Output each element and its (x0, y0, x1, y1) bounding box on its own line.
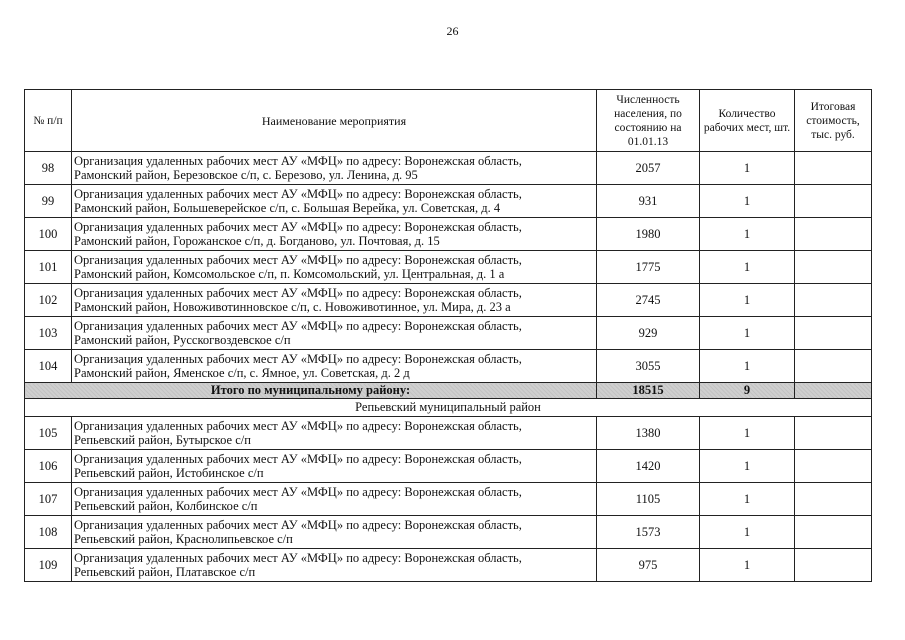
row-workplaces: 1 (700, 417, 795, 450)
row-number: 103 (25, 317, 72, 350)
row-description-line: Рамонский район, Березовское с/п, с. Березово, ул. Ленина, д. 95 (74, 168, 418, 182)
table-row (25, 185, 872, 218)
row-number: 108 (25, 516, 72, 549)
row-workplaces: 1 (700, 317, 795, 350)
row-population: 1775 (597, 251, 700, 284)
row-description (72, 417, 597, 450)
row-description (72, 549, 597, 582)
row-description-line: Организация удаленных рабочих мест АУ «МФЦ» по адресу: Воронежская область, (74, 451, 522, 466)
header-population: Численность населения, по состоянию на 01.01.13 (597, 90, 700, 152)
row-description-line: Репьевский район, Колбинское с/п (74, 499, 258, 513)
row-description-line: Организация удаленных рабочих мест АУ «МФЦ» по адресу: Воронежская область, (74, 418, 522, 433)
table-row (25, 549, 872, 582)
row-number: 101 (25, 251, 72, 284)
total-label: Итого по муниципальному району: (25, 383, 597, 399)
row-description-line: Организация удаленных рабочих мест АУ «МФЦ» по адресу: Воронежская область, (74, 153, 522, 168)
row-description (72, 350, 597, 383)
total-cost (795, 383, 872, 399)
section-title: Репьевский муниципальный район (25, 399, 872, 417)
row-workplaces: 1 (700, 152, 795, 185)
row-cost (795, 450, 872, 483)
row-population: 1980 (597, 218, 700, 251)
row-population: 3055 (597, 350, 700, 383)
table-row (25, 284, 872, 317)
row-description (72, 516, 597, 549)
row-workplaces: 1 (700, 483, 795, 516)
row-description (72, 185, 597, 218)
page-number: 26 (446, 24, 459, 38)
table-row (25, 152, 872, 185)
row-cost (795, 284, 872, 317)
row-description-line: Рамонский район, Горожанское с/п, д. Богданово, ул. Почтовая, д. 15 (74, 234, 440, 248)
row-population: 931 (597, 185, 700, 218)
total-row (25, 383, 872, 399)
row-description-line: Репьевский район, Платавское с/п (74, 565, 256, 579)
row-workplaces: 1 (700, 549, 795, 582)
row-cost (795, 152, 872, 185)
row-description-line: Рамонский район, Большеверейское с/п, с. Большая Верейка, ул. Советская, д. 4 (74, 201, 501, 215)
row-cost (795, 516, 872, 549)
table-row (25, 350, 872, 383)
row-population: 1380 (597, 417, 700, 450)
row-description-line: Рамонский район, Новоживотинновское с/п, с. Новоживотинное, ул. Мира, д. 23 а (74, 300, 511, 314)
row-description (72, 317, 597, 350)
table-row (25, 218, 872, 251)
row-workplaces: 1 (700, 450, 795, 483)
table-row (25, 317, 872, 350)
row-number: 102 (25, 284, 72, 317)
table-header-row (25, 90, 872, 152)
row-workplaces: 1 (700, 251, 795, 284)
row-cost (795, 350, 872, 383)
row-population: 975 (597, 549, 700, 582)
row-workplaces: 1 (700, 516, 795, 549)
row-description (72, 483, 597, 516)
row-description (72, 284, 597, 317)
row-number: 99 (25, 185, 72, 218)
row-description-line: Организация удаленных рабочих мест АУ «МФЦ» по адресу: Воронежская область, (74, 285, 522, 300)
row-cost (795, 549, 872, 582)
row-cost (795, 185, 872, 218)
row-description-line: Организация удаленных рабочих мест АУ «МФЦ» по адресу: Воронежская область, (74, 219, 522, 234)
row-description (72, 152, 597, 185)
row-population: 1420 (597, 450, 700, 483)
row-description-line: Репьевский район, Бутырское с/п (74, 433, 251, 447)
row-population: 1105 (597, 483, 700, 516)
row-cost (795, 417, 872, 450)
row-description-line: Репьевский район, Краснолипьевское с/п (74, 532, 293, 546)
header-workplaces: Количество рабочих мест, шт. (700, 90, 795, 152)
total-population: 18515 (597, 383, 700, 399)
table-row (25, 483, 872, 516)
row-workplaces: 1 (700, 218, 795, 251)
row-cost (795, 251, 872, 284)
row-description-line: Рамонский район, Русскогвоздевское с/п (74, 333, 291, 347)
total-workplaces: 9 (700, 383, 795, 399)
row-description-line: Рамонский район, Яменское с/п, с. Ямное, ул. Советская, д. 2 д (74, 366, 410, 380)
row-number: 106 (25, 450, 72, 483)
row-description-line: Организация удаленных рабочих мест АУ «МФЦ» по адресу: Воронежская область, (74, 517, 522, 532)
header-number: № п/п (25, 90, 72, 152)
row-number: 107 (25, 483, 72, 516)
table-row (25, 516, 872, 549)
row-workplaces: 1 (700, 284, 795, 317)
measures-table (24, 89, 872, 582)
table-row (25, 417, 872, 450)
row-description-line: Организация удаленных рабочих мест АУ «МФЦ» по адресу: Воронежская область, (74, 252, 522, 267)
row-description-line: Репьевский район, Истобинское с/п (74, 466, 264, 480)
row-number: 109 (25, 549, 72, 582)
row-description-line: Организация удаленных рабочих мест АУ «МФЦ» по адресу: Воронежская область, (74, 550, 522, 565)
row-number: 105 (25, 417, 72, 450)
row-population: 2745 (597, 284, 700, 317)
row-cost (795, 218, 872, 251)
row-description-line: Организация удаленных рабочих мест АУ «МФЦ» по адресу: Воронежская область, (74, 318, 522, 333)
row-description-line: Организация удаленных рабочих мест АУ «МФЦ» по адресу: Воронежская область, (74, 186, 522, 201)
row-description (72, 218, 597, 251)
row-number: 100 (25, 218, 72, 251)
row-description (72, 450, 597, 483)
row-population: 1573 (597, 516, 700, 549)
row-description (72, 251, 597, 284)
row-cost (795, 317, 872, 350)
row-description-line: Организация удаленных рабочих мест АУ «МФЦ» по адресу: Воронежская область, (74, 351, 522, 366)
row-workplaces: 1 (700, 185, 795, 218)
table-row (25, 251, 872, 284)
header-cost: Итоговая стоимость, тыс. руб. (795, 90, 872, 152)
row-number: 98 (25, 152, 72, 185)
row-population: 2057 (597, 152, 700, 185)
row-cost (795, 483, 872, 516)
table-row (25, 450, 872, 483)
row-workplaces: 1 (700, 350, 795, 383)
row-description-line: Организация удаленных рабочих мест АУ «МФЦ» по адресу: Воронежская область, (74, 484, 522, 499)
row-number: 104 (25, 350, 72, 383)
row-description-line: Рамонский район, Комсомольское с/п, п. Комсомольский, ул. Центральная, д. 1 а (74, 267, 505, 281)
header-name: Наименование мероприятия (72, 90, 597, 152)
section-row (25, 399, 872, 417)
row-population: 929 (597, 317, 700, 350)
